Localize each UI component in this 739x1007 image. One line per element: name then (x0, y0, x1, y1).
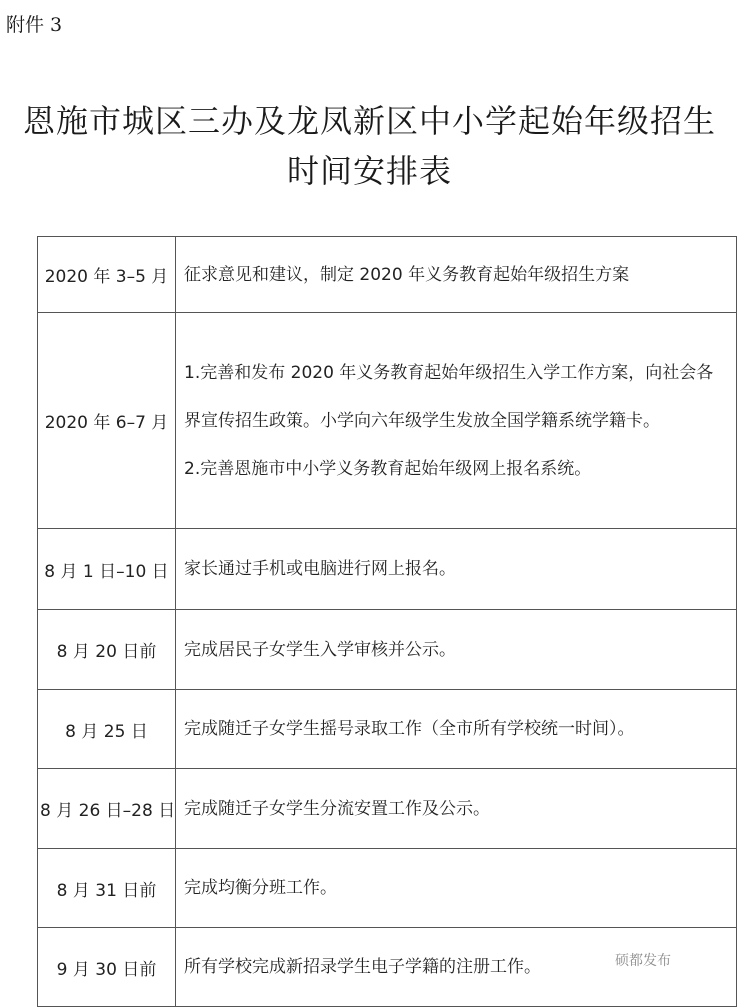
table-row (38, 313, 737, 529)
schedule-date: 8 月 20 日前 (38, 610, 176, 690)
schedule-date: 8 月 25 日 (38, 690, 176, 769)
table-row (38, 690, 737, 769)
table-row (38, 769, 737, 849)
schedule-table-container (37, 236, 737, 1007)
task-text: 征求意见和建议，制定 2020 年义务教育起始年级招生方案 (184, 264, 630, 285)
schedule-task (176, 610, 737, 690)
attachment-label: 附件 3 (6, 14, 63, 36)
task-text: 完成居民子女学生入学审核并公示。 (184, 639, 456, 660)
table-row (38, 849, 737, 928)
schedule-task (176, 237, 737, 313)
document-title (0, 96, 739, 196)
task-text: 完成随迁子女学生分流安置工作及公示。 (184, 798, 490, 819)
task-text: 家长通过手机或电脑进行网上报名。 (184, 559, 456, 579)
schedule-date: 2020 年 3–5 月 (38, 237, 176, 313)
title-line-2: 时间安排表 (286, 152, 452, 190)
watermark: 硕都发布 (615, 953, 671, 969)
task-text: 完成随迁子女学生摇号录取工作（全市所有学校统一时间）。 (184, 719, 635, 739)
schedule-date: 9 月 30 日前 (38, 928, 176, 1007)
schedule-table (37, 236, 737, 1007)
schedule-task (176, 849, 737, 928)
schedule-date: 8 月 26 日–28 日 (38, 769, 176, 849)
task-text: 所有学校完成新招录学生电子学籍的注册工作。 (184, 957, 541, 977)
title-line-1: 恩施市城区三办及龙凤新区中小学起始年级招生 (22, 102, 716, 140)
schedule-task (176, 769, 737, 849)
table-row (38, 237, 737, 313)
schedule-task (176, 313, 737, 529)
task-text: 1.完善和发布 2020 年义务教育起始年级招生入学工作方案，向社会各界宣传招生政策。小学向六年级学生发放全国学籍系统学籍卡。 (184, 362, 714, 431)
schedule-date: 8 月 1 日–10 日 (38, 529, 176, 610)
schedule-date: 8 月 31 日前 (38, 849, 176, 928)
task-text: 2.完善恩施市中小学义务教育起始年级网上报名系统。 (184, 458, 592, 479)
table-row (38, 610, 737, 690)
schedule-task (176, 690, 737, 769)
table-row (38, 529, 737, 610)
task-text: 完成均衡分班工作。 (184, 878, 337, 898)
schedule-date: 2020 年 6–7 月 (38, 313, 176, 529)
schedule-task (176, 529, 737, 610)
